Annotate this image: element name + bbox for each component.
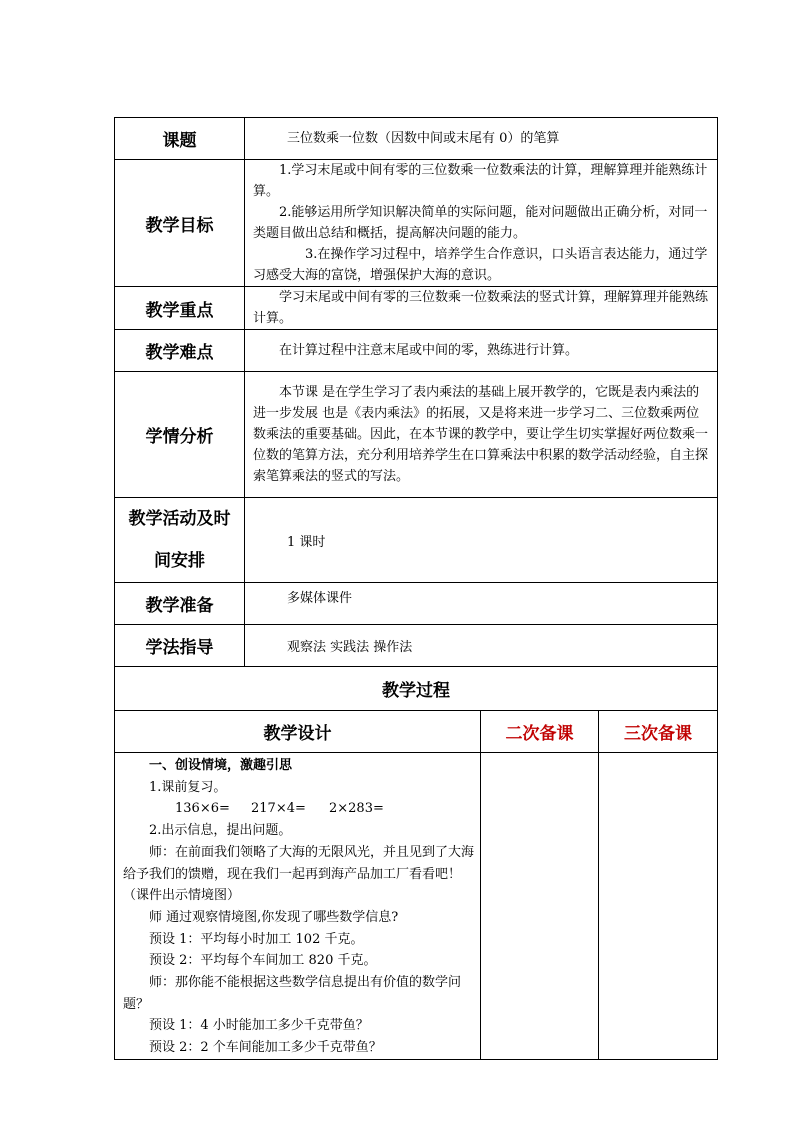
second-prep-column-header: 二次备课 — [481, 711, 599, 753]
row-process-headers — [115, 711, 718, 753]
row-process-title — [115, 667, 718, 711]
key-value: 学习末尾或中间有零的三位数乘一位数乘法的竖式计算，理解算理并能熟练计算。 — [245, 287, 718, 330]
calc-item: 136×6= — [175, 801, 230, 817]
analysis-value: 本节课 是在学生学习了表内乘法的基础上展开教学的，它既是表内乘法的进一步发展 也是《表内乘法》的拓展，又是将来进一步学习二、三位数乘两位数乘法的重要基础。因此，在本节课的教学中，要让学生切实掌握好两位数乘一位数的笔算方法，充分利用培养学生在口算乘法中积累的数学活动经验，自主探索笔算乘法的竖式的写法。 — [245, 372, 718, 498]
preset-line: 预设 2：2 个车间能加工多少千克带鱼？ — [149, 1040, 382, 1056]
topic-label: 课题 — [115, 118, 245, 160]
design-column-header: 教学设计 — [115, 711, 481, 753]
second-prep-cell[interactable] — [481, 753, 599, 1060]
goals-value — [245, 160, 718, 287]
row-difficulty — [115, 330, 718, 372]
goals-label: 教学目标 — [115, 160, 245, 287]
row-prep — [115, 583, 718, 625]
prep-value: 多媒体课件 — [245, 583, 718, 625]
analysis-label: 学情分析 — [115, 372, 245, 498]
calc-item: 2×283= — [329, 801, 384, 817]
third-prep-column-header: 三次备课 — [599, 711, 718, 753]
difficulty-value: 在计算过程中注意末尾或中间的零，熟练进行计算。 — [245, 330, 718, 372]
schedule-label-line1: 教学活动及时 — [128, 509, 231, 529]
method-label: 学法指导 — [115, 625, 245, 667]
goal-item: 3.在操作学习过程中，培养学生合作意识，口头语言表达能力，通过学习感受大海的富饶，增强保护大海的意识。 — [253, 247, 708, 283]
schedule-label — [115, 498, 245, 583]
row-key — [115, 287, 718, 330]
design-content — [115, 753, 481, 1060]
calc-item: 217×4= — [251, 801, 306, 817]
key-label: 教学重点 — [115, 287, 245, 330]
review-step: 1.课前复习。 — [149, 779, 227, 795]
info-step: 2.出示信息，提出问题。 — [149, 823, 292, 839]
row-schedule — [115, 498, 718, 583]
goal-item: 1.学习末尾或中间有零的三位数乘一位数乘法的计算，理解算理并能熟练计算。 — [253, 163, 708, 199]
third-prep-cell[interactable] — [599, 753, 718, 1060]
preset-line: 预设 2：平均每个车间加工 820 千克。 — [149, 953, 377, 969]
row-topic — [115, 118, 718, 160]
section-heading: 一、创设情境，激趣引思 — [149, 758, 293, 773]
method-value: 观察法 实践法 操作法 — [245, 625, 718, 667]
schedule-value: 1 课时 — [245, 498, 718, 583]
row-method — [115, 625, 718, 667]
lesson-plan-table — [114, 117, 718, 1060]
schedule-label-line2: 间安排 — [154, 551, 205, 571]
row-process-body — [115, 753, 718, 1060]
topic-value: 三位数乘一位数（因数中间或末尾有 0）的笔算 — [245, 118, 718, 160]
preset-line: 预设 1：4 小时能加工多少千克带鱼？ — [149, 1018, 369, 1034]
prep-label: 教学准备 — [115, 583, 245, 625]
row-analysis — [115, 372, 718, 498]
teacher-line: 师：在前面我们领略了大海的无限风光，并且见到了大海给予我们的馈赠，现在我们一起再到海产品加工厂看看吧！（课件出示情境图） — [123, 844, 475, 904]
difficulty-label: 教学难点 — [115, 330, 245, 372]
goal-item: 2.能够运用所学知识解决简单的实际问题，能对问题做出正确分析，对同一类题目做出总结和概括，提高解决问题的能力。 — [253, 205, 708, 241]
review-calculations — [123, 798, 474, 820]
teacher-line: 师：那你能不能根据这些数学信息提出有价值的数学问题？ — [123, 975, 462, 1012]
process-title: 教学过程 — [115, 667, 718, 711]
row-goals — [115, 160, 718, 287]
teacher-line: 师 通过观察情境图,你发现了哪些数学信息? — [149, 909, 399, 925]
preset-line: 预设 1：平均每小时加工 102 千克。 — [149, 931, 364, 947]
